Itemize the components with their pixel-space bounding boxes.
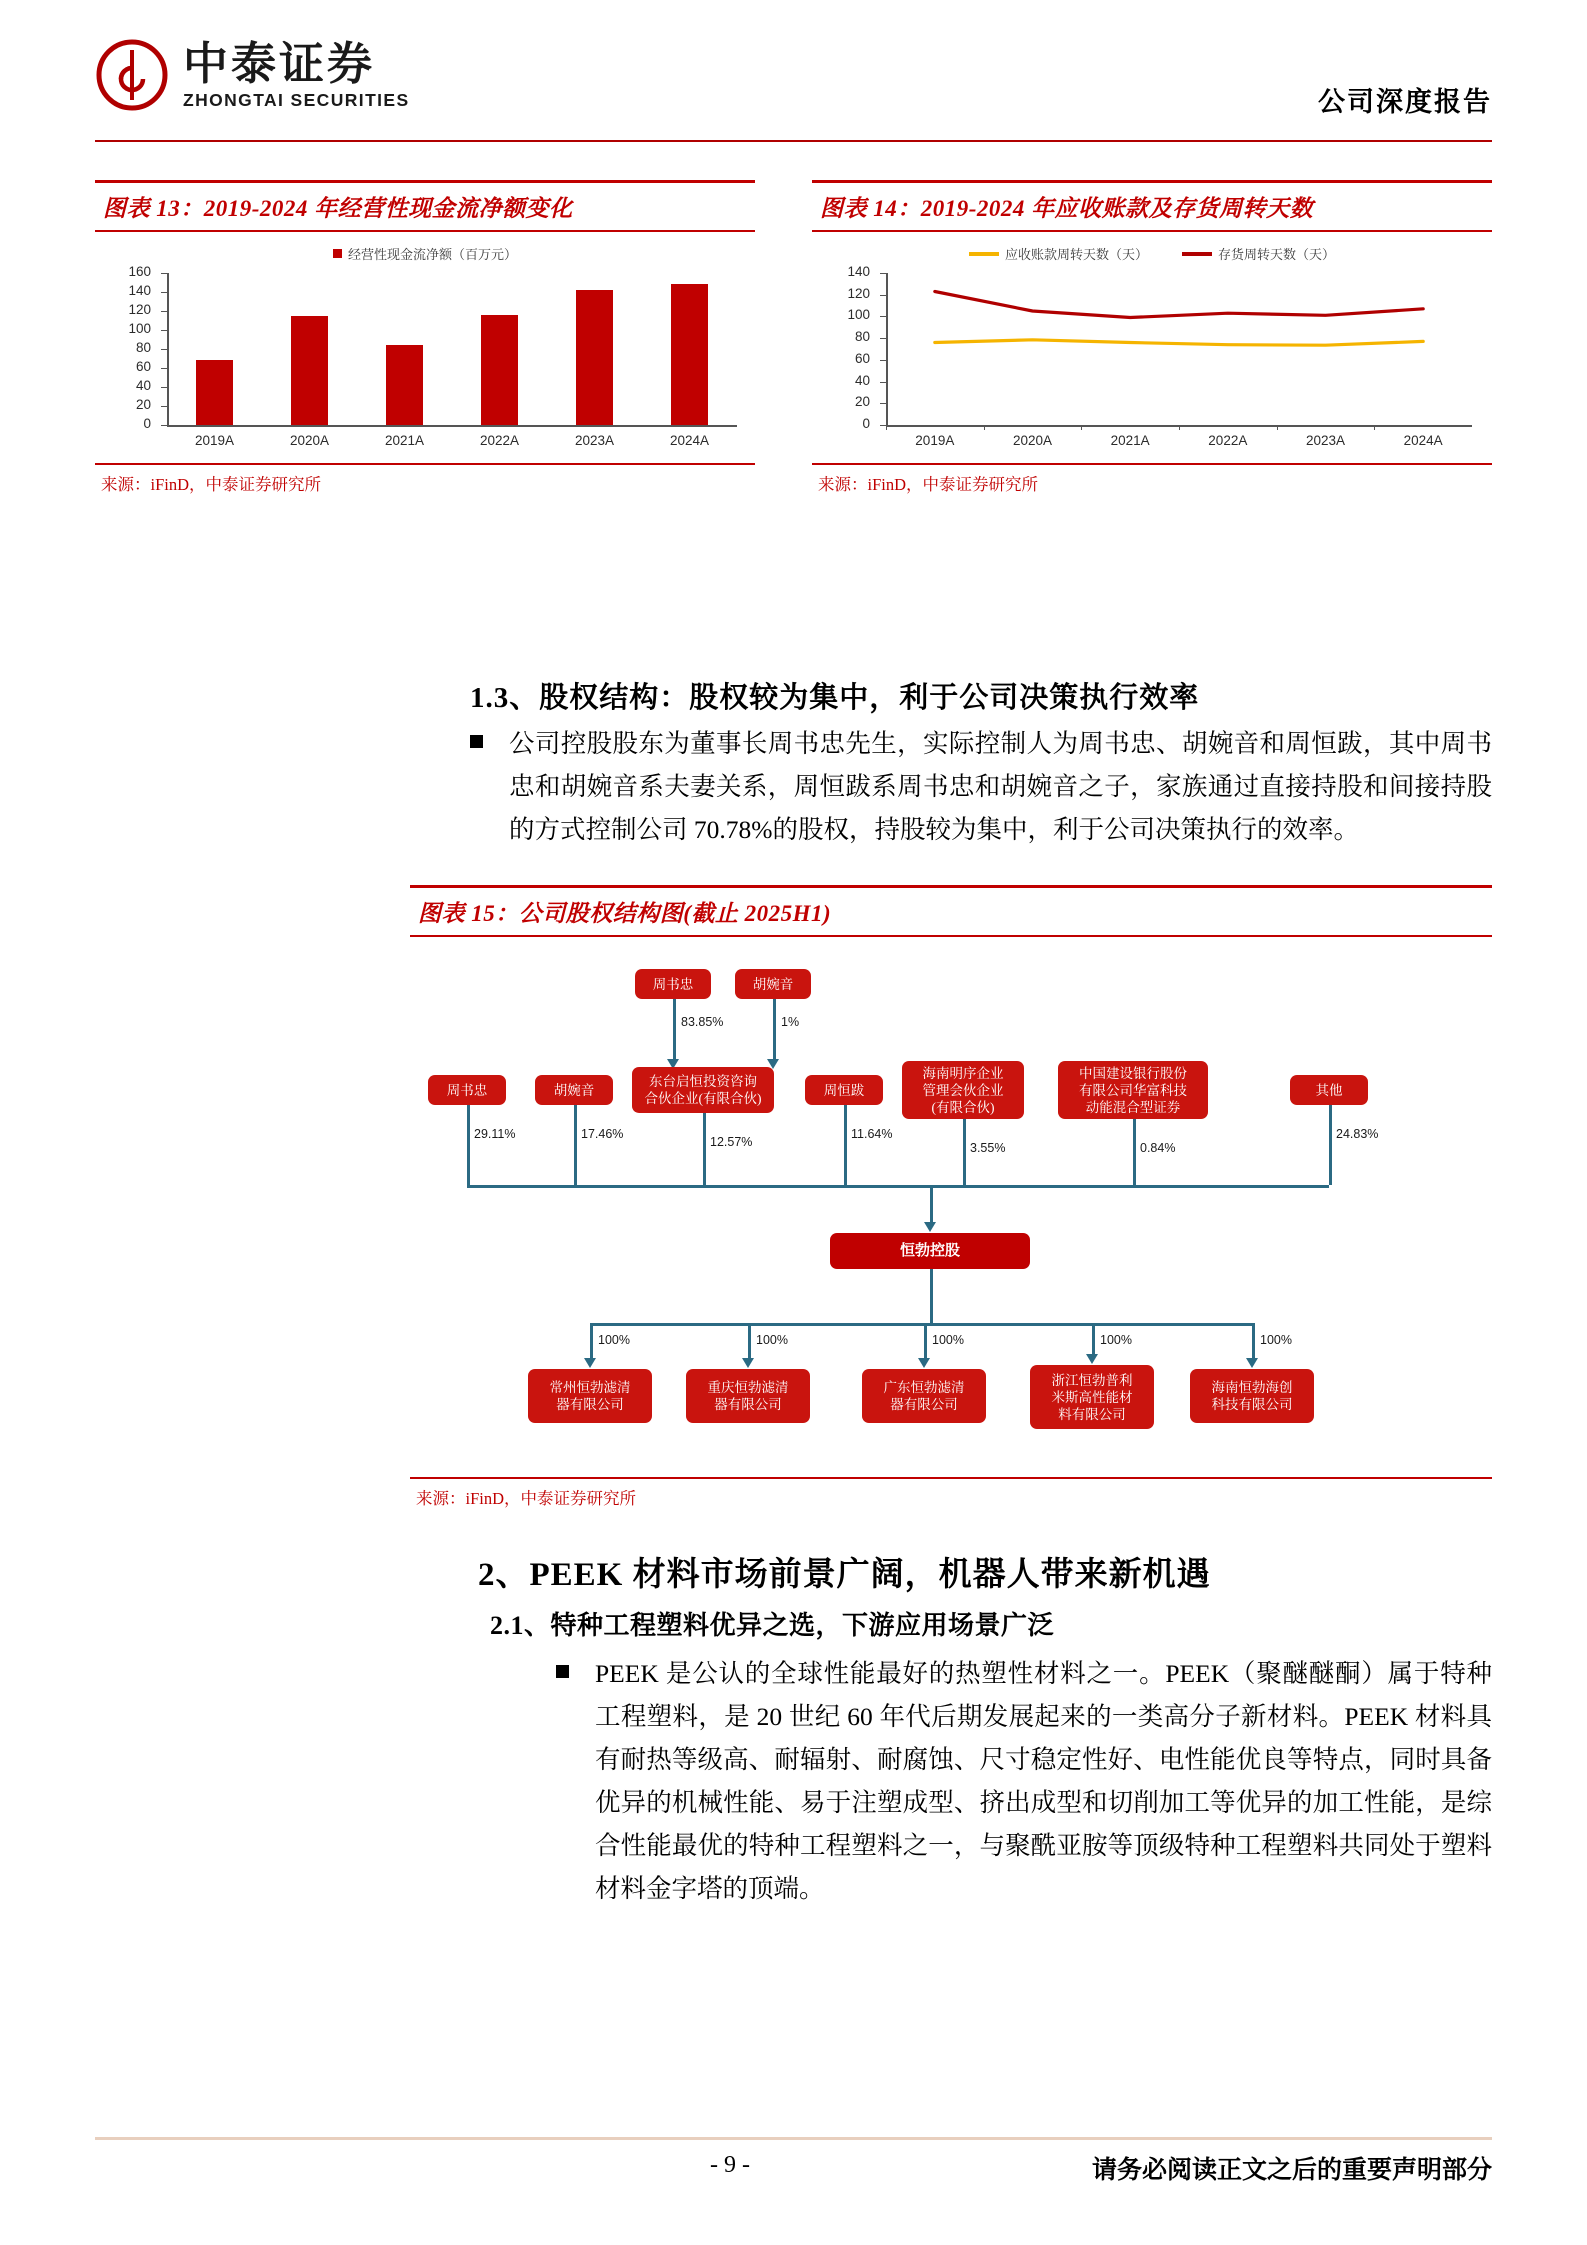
company-logo bbox=[95, 38, 410, 112]
org-node: 中国建设银行股份 有限公司华富科技 动能混合型证券 bbox=[1058, 1061, 1208, 1119]
bar-2022A bbox=[481, 315, 517, 425]
connector-line bbox=[930, 1185, 933, 1223]
exhibit-13-title: 图表 13：2019-2024 年经营性现金流净额变化 bbox=[103, 196, 573, 221]
logo-chinese-name: 中泰证券 bbox=[183, 37, 376, 89]
exhibit-13-source-bar bbox=[95, 463, 755, 495]
section-2-1-paragraph: PEEK 是公认的全球性能最好的热塑性材料之一。PEEK（聚醚醚酮）属于特种工程塑料，是 20 世纪 60 年代后期发展起来的一类高分子新材料。PEEK 材料具有耐热等级高、耐辐射、耐腐蚀、尺寸稳定性好、电性能优良等特点，同时具备优异的机械性能、易于注塑成型、挤出成型和切削加工等优异的加工性能，是综合性能最优的特种工程塑料之一，与聚酰亚胺等顶级特种工程塑料共同处于塑料材料金字塔的顶端。 bbox=[595, 1659, 1492, 1903]
connector-line bbox=[590, 1323, 593, 1359]
org-node: 胡婉音 bbox=[535, 1075, 613, 1105]
y-axis-tick-label: 80 bbox=[135, 340, 151, 355]
exhibit-13-chart bbox=[95, 232, 755, 463]
bar-2024A bbox=[671, 284, 707, 425]
section-2-1-bullet bbox=[556, 1652, 1492, 1910]
exhibit-14-source-bar bbox=[812, 463, 1492, 495]
ownership-percent: 29.11% bbox=[474, 1127, 516, 1141]
ownership-percent: 83.85% bbox=[681, 1015, 724, 1029]
report-type-label: 公司深度报告 bbox=[1318, 87, 1492, 117]
org-node: 周恒跋 bbox=[805, 1075, 883, 1105]
logo-english-name: ZHONGTAI SECURITIES bbox=[183, 89, 410, 110]
y-axis-tick-label: 120 bbox=[128, 302, 151, 317]
exhibit-14 bbox=[812, 180, 1492, 495]
legend-label-cashflow: 经营性现金流净额（百万元） bbox=[347, 247, 517, 262]
connector-line bbox=[467, 1105, 470, 1185]
exhibit-14-source: 来源：iFinD，中泰证券研究所 bbox=[818, 475, 1039, 494]
connector-line bbox=[673, 999, 676, 1061]
org-node: 海南明序企业 管理会伙企业 (有限合伙) bbox=[902, 1061, 1024, 1119]
org-node: 常州恒勃滤清 器有限公司 bbox=[528, 1369, 652, 1423]
connector-arrow-icon bbox=[918, 1358, 930, 1368]
y-axis-tick-label: 0 bbox=[143, 416, 151, 431]
exhibit-13-plot-area bbox=[95, 264, 755, 457]
y-axis-tick-label: 140 bbox=[128, 283, 151, 298]
y-axis-tick-label: 20 bbox=[854, 394, 870, 410]
section-1-3-heading: 1.3、股权结构：股权较为集中，利于公司决策执行效率 bbox=[470, 682, 1200, 714]
x-axis-tick bbox=[1277, 425, 1278, 430]
section-1-3-paragraph: 公司控股股东为董事长周书忠先生，实际控制人为周书忠、胡婉音和周恒跋，其中周书忠和胡婉音系夫妻关系，周恒跋系周书忠和胡婉音之子，家族通过直接持股和间接持股的方式控制公司 70.78%的股权，持股较为集中，利于公司决策执行的效率。 bbox=[509, 729, 1492, 844]
page-number: - 9 - bbox=[710, 2152, 750, 2178]
x-axis-tick-label: 2023A bbox=[574, 433, 615, 448]
ownership-percent: 100% bbox=[1100, 1333, 1132, 1347]
x-axis-tick bbox=[886, 425, 887, 430]
connector-line bbox=[844, 1105, 847, 1185]
connector-line bbox=[1133, 1119, 1136, 1185]
x-axis-tick-label: 2021A bbox=[384, 433, 425, 448]
exhibit-14-plot-area bbox=[812, 264, 1492, 457]
y-axis-tick-label: 20 bbox=[135, 397, 151, 412]
connector-line bbox=[1252, 1323, 1255, 1359]
y-axis-tick-label: 40 bbox=[135, 378, 151, 393]
connector-line bbox=[748, 1323, 751, 1359]
org-node: 东台启恒投资咨询 合伙企业(有限合伙) bbox=[632, 1067, 774, 1113]
y-axis-tick-label: 120 bbox=[847, 285, 870, 301]
exhibit-14-legend bbox=[812, 232, 1492, 267]
exhibit-15-title: 图表 15：公司股权结构图(截止 2025H1) bbox=[418, 901, 832, 926]
header-divider bbox=[95, 140, 1492, 142]
page-header bbox=[95, 38, 1492, 124]
connector-line bbox=[1329, 1105, 1332, 1185]
org-node: 浙江恒勃普利 米斯高性能材 料有限公司 bbox=[1030, 1365, 1154, 1429]
x-axis-tick-label: 2022A bbox=[1208, 433, 1248, 448]
section-2-1-heading: 2.1、特种工程塑料优异之选，下游应用场景广泛 bbox=[490, 1611, 1055, 1640]
y-axis-tick-label: 100 bbox=[128, 321, 151, 336]
ownership-percent: 100% bbox=[1260, 1333, 1292, 1347]
footer-disclaimer: 请务必阅读正文之后的重要声明部分 bbox=[1091, 2157, 1492, 2184]
x-axis-tick bbox=[1081, 425, 1082, 430]
x-axis-tick-label: 2019A bbox=[915, 433, 955, 448]
x-axis-tick bbox=[1374, 425, 1375, 430]
y-axis-tick-label: 60 bbox=[854, 350, 870, 366]
legend-swatch-receivables-icon bbox=[969, 252, 999, 256]
x-axis-tick-label: 2020A bbox=[1012, 433, 1052, 448]
bullet-square-icon bbox=[556, 1665, 569, 1678]
x-axis-tick-label: 2021A bbox=[1110, 433, 1150, 448]
x-axis-tick-label: 2024A bbox=[669, 433, 710, 448]
exhibit-15 bbox=[410, 885, 1492, 1509]
line-存货周转天数（天） bbox=[935, 292, 1423, 318]
connector-line bbox=[1092, 1323, 1095, 1355]
y-axis-tick-label: 80 bbox=[854, 329, 870, 345]
line-应收账款周转天数（天） bbox=[935, 340, 1423, 345]
bar-2021A bbox=[386, 345, 422, 425]
org-node: 重庆恒勃滤清 器有限公司 bbox=[686, 1369, 810, 1423]
org-node: 其他 bbox=[1290, 1075, 1368, 1105]
exhibit-15-source: 来源：iFinD，中泰证券研究所 bbox=[416, 1489, 637, 1508]
exhibit-15-source-bar bbox=[410, 1477, 1492, 1509]
y-axis-tick-label: 160 bbox=[128, 264, 151, 279]
exhibit-14-chart bbox=[812, 232, 1492, 463]
ownership-percent: 24.83% bbox=[1336, 1127, 1379, 1141]
org-node: 周书忠 bbox=[428, 1075, 506, 1105]
line-series-group bbox=[812, 267, 1492, 457]
x-axis-line bbox=[167, 425, 737, 427]
y-axis-tick-label: 60 bbox=[135, 359, 151, 374]
exhibit-14-title-bar bbox=[812, 180, 1492, 232]
bar-2020A bbox=[291, 316, 327, 425]
connector-line bbox=[930, 1269, 933, 1323]
x-axis-tick bbox=[1179, 425, 1180, 430]
exhibit-13 bbox=[95, 180, 755, 495]
exhibit-13-legend bbox=[95, 232, 755, 267]
connector-arrow-icon bbox=[1246, 1358, 1258, 1368]
legend-label-inventory: 存货周转天数（天） bbox=[1218, 247, 1336, 262]
section-2-heading: 2、PEEK 材料市场前景广阔，机器人带来新机遇 bbox=[478, 1557, 1211, 1593]
ownership-percent: 100% bbox=[598, 1333, 630, 1347]
connector-line bbox=[467, 1185, 1329, 1188]
org-node: 胡婉音 bbox=[735, 969, 811, 999]
x-axis-tick-label: 2020A bbox=[289, 433, 330, 448]
ownership-percent: 1% bbox=[781, 1015, 800, 1029]
ownership-percent: 12.57% bbox=[710, 1135, 753, 1149]
ownership-percent: 100% bbox=[756, 1333, 788, 1347]
y-axis-tick-label: 100 bbox=[847, 307, 870, 323]
y-axis-line bbox=[167, 273, 169, 425]
x-axis-tick-label: 2023A bbox=[1305, 433, 1345, 448]
legend-label-receivables: 应收账款周转天数（天） bbox=[1004, 247, 1148, 262]
ownership-percent: 11.64% bbox=[851, 1127, 893, 1141]
exhibit-14-title: 图表 14：2019-2024 年应收账款及存货周转天数 bbox=[820, 196, 1314, 221]
connector-line bbox=[773, 999, 776, 1061]
zhongtai-emblem-icon bbox=[95, 38, 169, 112]
x-axis-tick-label: 2019A bbox=[194, 433, 235, 448]
exhibit-13-source: 来源：iFinD，中泰证券研究所 bbox=[101, 475, 322, 494]
ownership-percent: 3.55% bbox=[970, 1141, 1006, 1155]
x-axis-tick-label: 2022A bbox=[479, 433, 520, 448]
x-axis-tick bbox=[984, 425, 985, 430]
connector-arrow-icon bbox=[584, 1358, 596, 1368]
ownership-percent: 0.84% bbox=[1140, 1141, 1176, 1155]
connector-arrow-icon bbox=[742, 1358, 754, 1368]
y-axis-tick-label: 140 bbox=[847, 264, 870, 279]
section-1-3-bullet bbox=[470, 722, 1492, 851]
connector-line bbox=[963, 1119, 966, 1185]
x-axis-tick-label: 2024A bbox=[1403, 433, 1443, 448]
connector-arrow-icon bbox=[924, 1222, 936, 1232]
org-node: 恒勃控股 bbox=[830, 1233, 1030, 1269]
org-node: 海南恒勃海创 科技有限公司 bbox=[1190, 1369, 1314, 1423]
y-axis-tick-label: 40 bbox=[854, 372, 870, 388]
legend-swatch-inventory-icon bbox=[1182, 252, 1212, 256]
y-axis-tick-label: 0 bbox=[862, 416, 870, 431]
bar-2019A bbox=[196, 360, 232, 425]
connector-line bbox=[924, 1323, 927, 1359]
exhibit-15-title-bar bbox=[410, 885, 1492, 937]
bar-2023A bbox=[576, 290, 612, 425]
legend-swatch-cashflow-icon bbox=[333, 249, 342, 258]
connector-line bbox=[574, 1105, 577, 1185]
connector-line bbox=[590, 1323, 1252, 1326]
ownership-percent: 17.46% bbox=[581, 1127, 624, 1141]
org-node: 周书忠 bbox=[635, 969, 711, 999]
footer-divider bbox=[95, 2137, 1492, 2140]
ownership-percent: 100% bbox=[932, 1333, 964, 1347]
connector-arrow-icon bbox=[1086, 1354, 1098, 1364]
bullet-square-icon bbox=[470, 735, 483, 748]
exhibit-15-org-chart bbox=[410, 937, 1492, 1477]
exhibit-13-title-bar bbox=[95, 180, 755, 232]
connector-line bbox=[703, 1113, 706, 1185]
org-node: 广东恒勃滤清 器有限公司 bbox=[862, 1369, 986, 1423]
